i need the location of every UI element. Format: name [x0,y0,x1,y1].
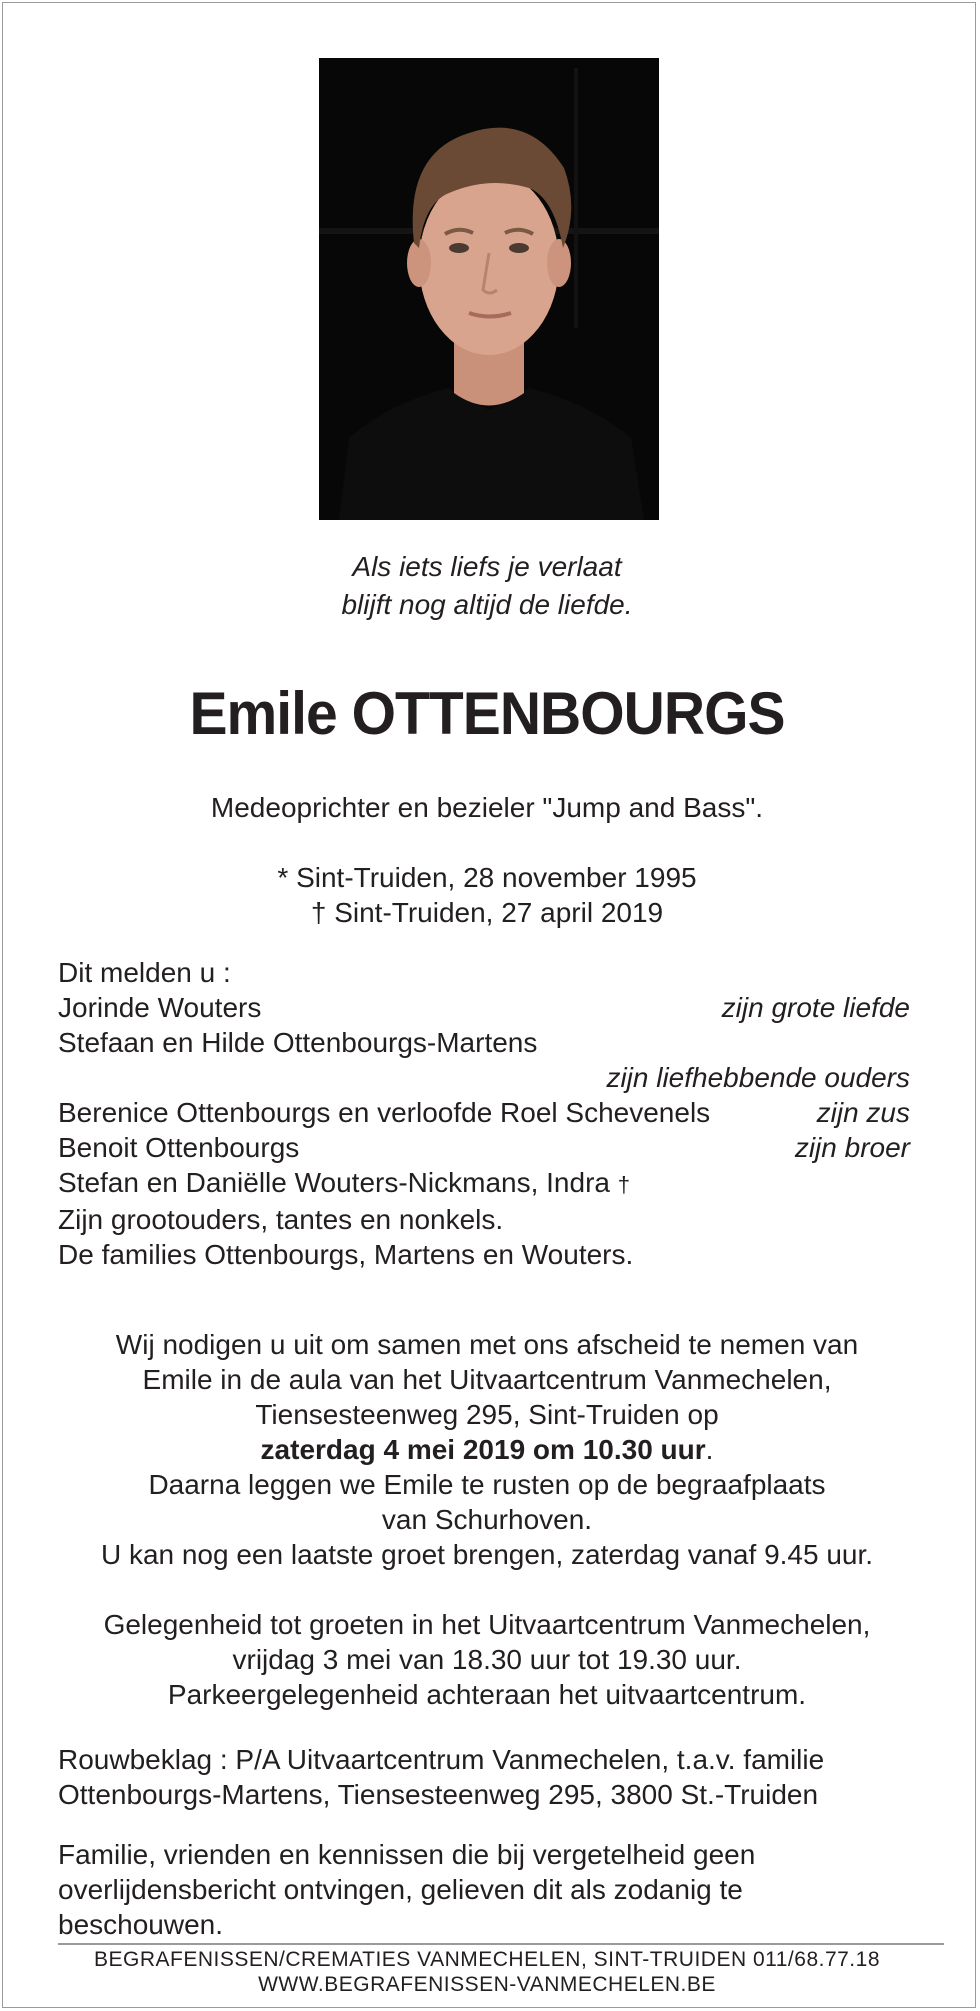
condolence-address [58,1742,928,1812]
family-member-with-cross [58,1165,630,1202]
subtitle: Medeoprichter en bezieler "Jump and Bass". [210,792,764,823]
family-member: Zijn grootouders, tantes en nonkels. [58,1204,504,1235]
invite-line: Wij nodigen u uit om samen met ons afscheid te nemen van [115,1329,859,1360]
family-row [58,1202,910,1237]
invite-line: Emile in de aula van het Uitvaartcentrum Vanmechelen, [142,1364,832,1395]
address-line: Ottenbourgs-Martens, Tiensesteenweg 295, 3800 St.-Truiden [58,1779,819,1810]
invite-line: van Schurhoven. [381,1504,593,1535]
viewing-line: vrijdag 3 mei van 18.30 uur tot 19.30 uur. [232,1644,742,1675]
family-member: Benoit Ottenbourgs [58,1132,300,1163]
family-list [58,955,910,1272]
family-member: De families Ottenbourgs, Martens en Wouters. [58,1239,634,1270]
footer-website: WWW.BEGRAFENISSEN-VANMECHELEN.BE [258,1973,716,1996]
deceased-name: Emile OTTENBOURGS [189,680,785,747]
address-line: Rouwbeklag : P/A Uitvaartcentrum Vanmechelen, t.a.v. familie [58,1744,825,1775]
invite-date-line [0,1432,974,1467]
memorial-quote [0,548,974,624]
family-intro: Dit melden u : [58,957,231,988]
funeral-home-footer [0,1947,974,1997]
family-relation: zijn liefhebbende ouders [606,1062,910,1093]
invite-line: U kan nog een laatste groet brengen, zaterdag vanaf 9.45 uur. [100,1539,874,1570]
quote-line-2: blijft nog altijd de liefde. [341,589,633,620]
portrait-illustration [319,58,659,520]
note-line: overlijdensbericht ontvingen, gelieven dit als zodanig te [58,1874,743,1905]
footer-divider [58,1943,944,1945]
life-dates [0,860,974,930]
family-member: Berenice Ottenbourgs en verloofde Roel Schevenels [58,1097,711,1128]
quote-line-1: Als iets liefs je verlaat [352,551,622,582]
family-row [58,1025,910,1060]
portrait-photo [319,58,659,520]
note-line: Familie, vrienden en kennissen die bij vergetelheid geen [58,1839,756,1870]
family-row [58,1165,910,1202]
cross-icon: † [617,1172,630,1197]
footer-company: BEGRAFENISSEN/CREMATIES VANMECHELEN, SINT-TRUIDEN 011/68.77.18 [93,1948,881,1971]
family-relation: zijn broer [794,1132,910,1163]
family-member: Jorinde Wouters [58,992,262,1023]
date-suffix: . [705,1434,714,1465]
invite-line: Daarna leggen we Emile te rusten op de begraafplaats [148,1469,826,1500]
viewing-line: Parkeergelegenheid achteraan het uitvaartcentrum. [167,1679,807,1710]
family-member: Stefan en Daniëlle Wouters-Nickmans, Indra [58,1167,610,1198]
family-relation: zijn grote liefde [721,992,910,1023]
invite-line: Tiensesteenweg 295, Sint-Truiden op [255,1399,719,1430]
viewing-info [0,1607,974,1712]
family-row [58,990,910,1025]
family-relation: zijn zus [816,1097,910,1128]
funeral-invitation [0,1327,974,1572]
viewing-line: Gelegenheid tot groeten in het Uitvaartcentrum Vanmechelen, [103,1609,871,1640]
family-row [58,1095,910,1130]
notice-disclaimer [58,1837,928,1942]
family-row [58,1130,910,1165]
birth-line: * Sint-Truiden, 28 november 1995 [277,862,697,893]
family-member: Stefaan en Hilde Ottenbourgs-Martens [58,1027,538,1058]
death-line: † Sint-Truiden, 27 april 2019 [310,897,664,928]
note-line: beschouwen. [58,1909,224,1940]
ceremony-date: zaterdag 4 mei 2019 om 10.30 uur [260,1434,706,1465]
family-row [58,1237,910,1272]
